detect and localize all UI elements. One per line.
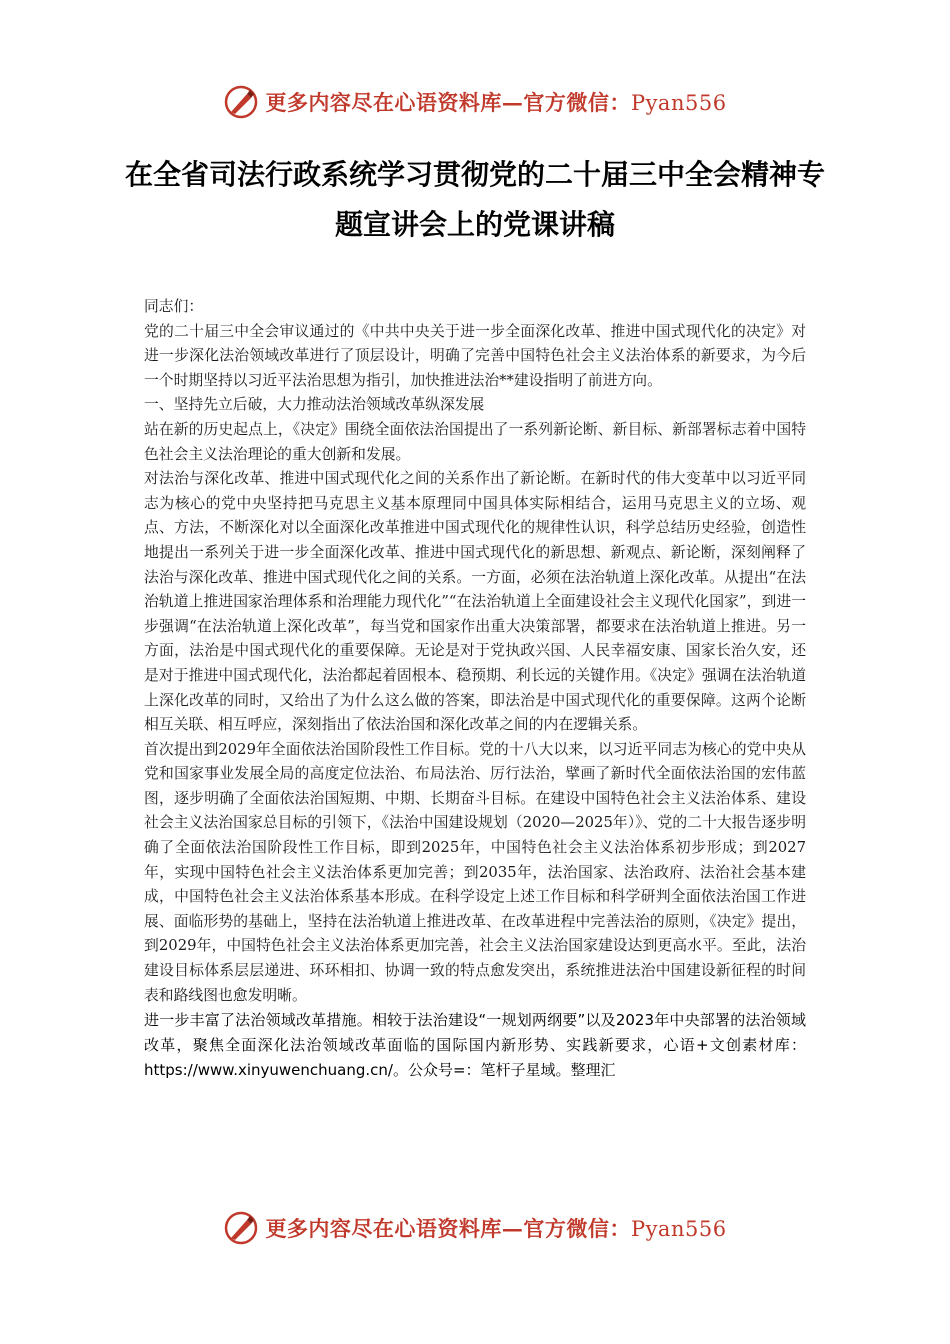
banner-wechat-id: Pyan556 [630,1217,727,1241]
banner-text: 更多内容尽在心语资料库—官方微信：Pyan556 [265,90,727,115]
document-body [144,295,806,1083]
banner-text: 更多内容尽在心语资料库—官方微信：Pyan556 [265,1216,727,1241]
paragraph: 进一步丰富了法治领域改革措施。相较于法治建设“一规划两纲要”以及2023年中央部署的法治领域改革，聚焦全面深化法治领域改革面临的国际国内新形势、实践新要求，心语+文创素材库：https://www.xinyuwenchuang.cn/。公众号=：笔杆子星域。整理汇 [144,1011,806,1080]
document-title: 在全省司法行政系统学习贯彻党的二十届三中全会精神专题宣讲会上的党课讲稿 [124,158,825,241]
section-heading: 一、坚持先立后破，大力推动法治领域改革纵深发展 [144,396,485,414]
banner-wechat-id: Pyan556 [630,91,727,115]
header-watermark-banner [0,82,950,122]
paragraph: 党的二十届三中全会审议通过的《中共中央关于进一步全面深化改革、推进中国式现代化的决定》对进一步深化法治领域改革进行了顶层设计，明确了完善中国特色社会主义法治体系的新要求，为今后一个时期坚持以习近平法治思想为指引，加快推进法治**建设指明了前进方向。 [144,322,806,389]
paragraph: 站在新的历史起点上，《决定》围绕全面依法治国提出了一系列新论断、新目标、新部署标志着中国特色社会主义法治理论的重大创新和发展。 [144,420,806,463]
paragraph: 对法治与深化改革、推进中国式现代化之间的关系作出了新论断。在新时代的伟大变革中以习近平同志为核心的党中央坚持把马克思主义基本原理同中国具体实际相结合，运用马克思主义的立场、观点、方法，不断深化对以全面深化改革推进中国式现代化的规律性认识，科学总结历史经验，创造性地提出一系列关于进一步全面深化改革、推进中国式现代化的新思想、新观点、新论断，深刻阐释了法治与深化改革、推进中国式现代化之间的关系。一方面，必须在法治轨道上深化改革。从提出“在法治轨道上推进国家治理体系和治理能力现代化”“在法治轨道上全面建设社会主义现代化国家”，到进一步强调“在法治轨道上深化改革”，每当党和国家作出重大决策部署，都要求在法治轨道上推进。另一方面，法治是中国式现代化的重要保障。无论是对于党执政兴国、人民幸福安康、国家长治久安，还是对于推进中国式现代化，法治都起着固根本、稳预期、利长远的关键作用。《决定》强调在法治轨道上深化改革的同时，又给出了为什么这么做的答案，即法治是中国式现代化的重要保障。这两个论断相互关联、相互呼应，深刻指出了依法治国和深化改革之间的内在逻辑关系。 [144,470,806,734]
paragraph: 首次提出到2029年全面依法治国阶段性工作目标。党的十八大以来，以习近平同志为核心的党中央从党和国家事业发展全局的高度定位法治、布局法治、厉行法治，擘画了新时代全面依法治国的宏伟蓝图，逐步明确了全面依法治国短期、中期、长期奋斗目标。在建设中国特色社会主义法治体系、建设社会主义法治国家总目标的引领下，《法治中国建设规划（2020—2025年）》、党的二十大报告逐步明确了全面依法治国阶段性工作目标，即到2025年，中国特色社会主义法治体系初步形成；到2027年，实现中国特色社会主义法治体系更加完善；到2035年，法治国家、法治政府、法治社会基本建成，中国特色社会主义法治体系基本形成。在科学设定上述工作目标和科学研判全面依法治国工作进展、面临形势的基础上，坚持在法治轨道上推进改革、在改革进程中完善法治的原则，《决定》提出，到2029年，中国特色社会主义法治体系更加完善，社会主义法治国家建设达到更高水平。至此，法治建设目标体系层层递进、环环相扣、协调一致的特点愈发突出，系统推进法治中国建设新征程的时间表和路线图也愈发明晰。 [144,740,806,1004]
paragraph-salutation: 同志们： [144,298,204,315]
pen-logo-icon [223,1210,259,1246]
pen-logo-icon [223,84,259,120]
footer-watermark-banner [0,1208,950,1248]
